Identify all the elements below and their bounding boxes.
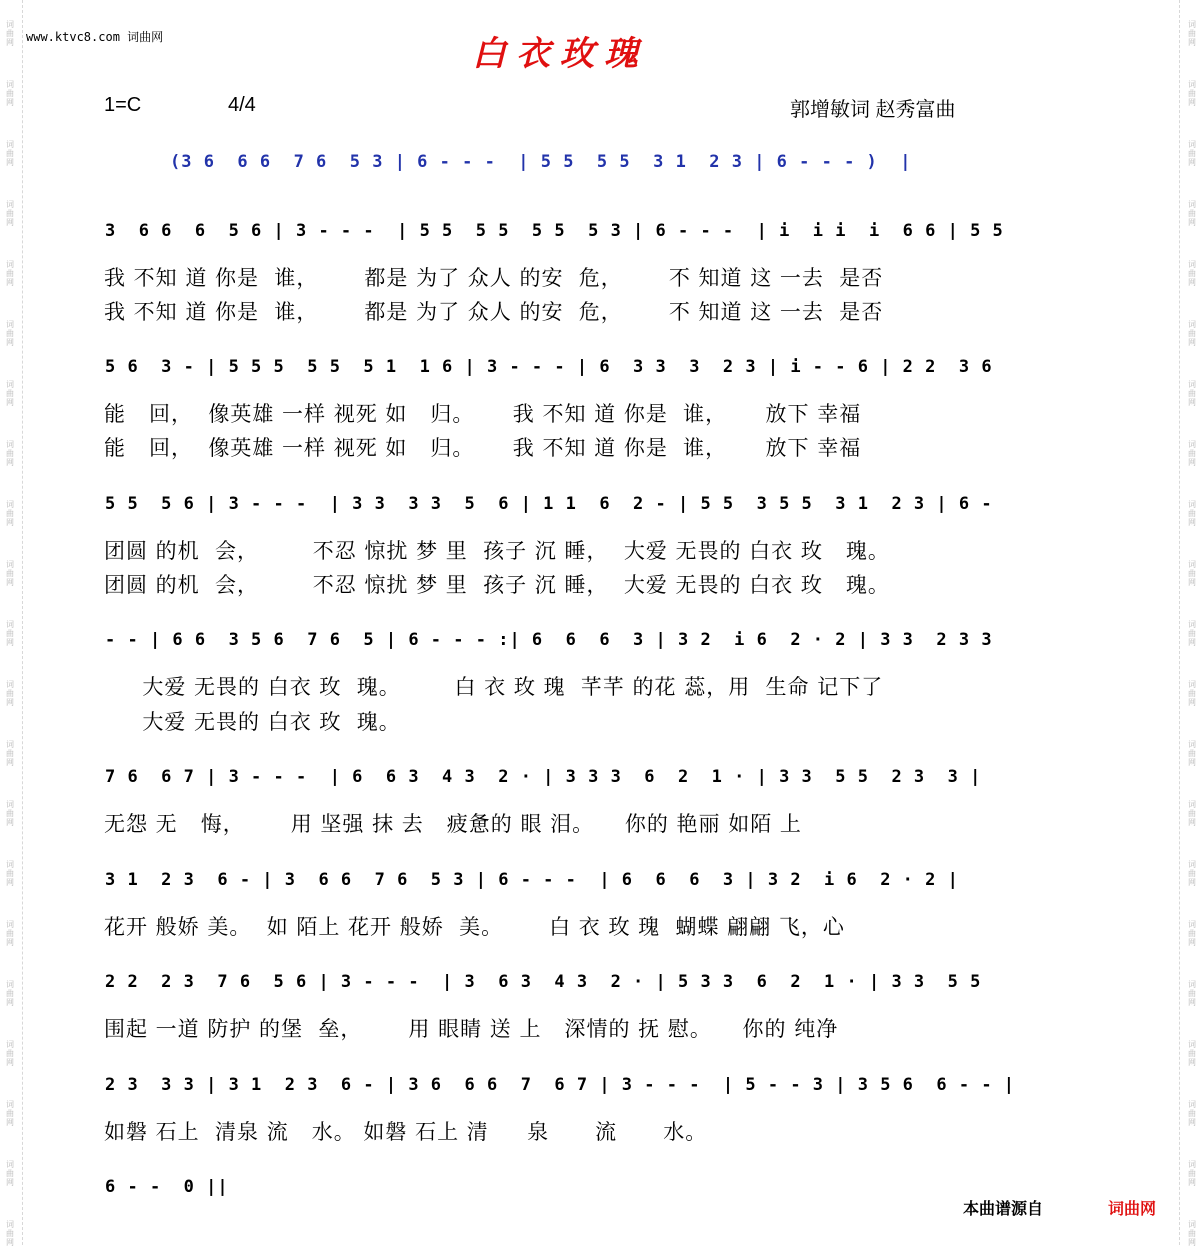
notes-line-8: 2 3 3 3 | 3 1 2 3 6 - | 3 6 6 6 7 6 7 | 3 - - - | 5 - - 3 | 3 5 6 6 - - |	[105, 1075, 1016, 1095]
watermark-mark: 词 曲 网	[1188, 1220, 1196, 1247]
watermark-mark: 词 曲 网	[1188, 1160, 1196, 1187]
watermark-mark: 词 曲 网	[6, 1100, 14, 1127]
watermark-mark: 词 曲 网	[6, 200, 14, 227]
lyric-line-7a: 围起 一道 防护 的堡 垒， 用 眼睛 送 上 深情的 抚 慰。 你的 纯净	[104, 1017, 839, 1041]
time-signature: 4/4	[228, 94, 256, 116]
notes-line-3: 5 5 5 6 | 3 - - - | 3 3 3 3 5 6 | 1 1 6 2 - | 5 5 3 5 5 3 1 2 3 | 6 -	[105, 494, 993, 514]
lyric-line-1b: 我 不知 道 你是 谁， 都是 为了 众人 的安 危， 不 知道 这 一去 是否	[104, 300, 884, 324]
watermark-mark: 词 曲 网	[6, 1160, 14, 1187]
watermark-mark: 词 曲 网	[6, 80, 14, 107]
lyric-line-8a: 如磐 石上 清泉 流 水。 如磐 石上 清 泉 流 水。	[104, 1120, 708, 1144]
left-watermark-strip	[0, 0, 23, 1245]
key-signature: 1=C	[104, 94, 142, 116]
watermark-mark: 词 曲 网	[1188, 500, 1196, 527]
notes-line-2: 5 6 3 - | 5 5 5 5 5 5 1 1 6 | 3 - - - | 6 3 3 3 2 3 | i - - 6 | 2 2 3 6	[105, 357, 993, 377]
brand-link[interactable]: 词曲网	[1108, 1201, 1157, 1218]
lyric-line-4a: 大爱 无畏的 白衣 玫 瑰。 白 衣 玫 瑰 芊芊 的花 蕊，用 生命 记下了	[104, 675, 884, 699]
watermark-mark: 词 曲 网	[1188, 560, 1196, 587]
lyric-line-5a: 无怨 无 悔， 用 坚强 抹 去 疲惫的 眼 泪。 你的 艳丽 如陌 上	[104, 812, 802, 836]
watermark-mark: 词 曲 网	[1188, 680, 1196, 707]
notes-line-9: 6 - - 0 ||	[105, 1177, 229, 1197]
watermark-mark: 词 曲 网	[6, 800, 14, 827]
watermark-mark: 词 曲 网	[6, 380, 14, 407]
watermark-mark: 词 曲 网	[6, 620, 14, 647]
watermark-mark: 词 曲 网	[6, 860, 14, 887]
watermark-mark: 词 曲 网	[1188, 1100, 1196, 1127]
site-url: www.ktvc8.com 词曲网	[26, 30, 164, 44]
notes-line-5: 7 6 6 7 | 3 - - - | 6 6 3 4 3 2 · | 3 3 3 6 2 1 · | 3 3 5 5 2 3 3 |	[105, 767, 982, 787]
lyric-line-4b: 大爱 无畏的 白衣 玫 瑰。	[104, 710, 401, 734]
lyric-line-2a: 能 回， 像英雄 一样 视死 如 归。 我 不知 道 你是 谁， 放下 幸福	[104, 402, 862, 426]
watermark-mark: 词 曲 网	[6, 920, 14, 947]
watermark-mark: 词 曲 网	[1188, 440, 1196, 467]
notes-line-7: 2 2 2 3 7 6 5 6 | 3 - - - | 3 6 3 4 3 2 · | 5 3 3 6 2 1 · | 3 3 5 5	[105, 972, 982, 992]
watermark-mark: 词 曲 网	[6, 20, 14, 47]
watermark-mark: 词 曲 网	[1188, 140, 1196, 167]
intro-notes: (3 6 6 6 7 6 5 3 | 6 - - - | 5 5 5 5 3 1 2 3 | 6 - - - ) |	[170, 152, 912, 172]
watermark-mark: 词 曲 网	[6, 680, 14, 707]
watermark-mark: 词 曲 网	[6, 740, 14, 767]
watermark-mark: 词 曲 网	[1188, 260, 1196, 287]
watermark-mark: 词 曲 网	[1188, 620, 1196, 647]
lyric-line-3a: 团圆 的机 会， 不忍 惊扰 梦 里 孩子 沉 睡， 大爱 无畏的 白衣 玫 瑰。	[104, 539, 890, 563]
notes-line-6: 3 1 2 3 6 - | 3 6 6 7 6 5 3 | 6 - - - | 6 6 6 3 | 3 2 i 6 2 · 2 |	[105, 870, 959, 890]
watermark-mark: 词 曲 网	[1188, 980, 1196, 1007]
watermark-mark: 词 曲 网	[1188, 740, 1196, 767]
watermark-mark: 词 曲 网	[6, 1040, 14, 1067]
lyric-line-6a: 花开 般娇 美。 如 陌上 花开 般娇 美。 白 衣 玫 瑰 蝴蝶 翩翩 飞，心	[104, 915, 845, 939]
song-title: 白衣玫瑰	[472, 34, 648, 74]
watermark-mark: 词 曲 网	[1188, 1040, 1196, 1067]
notes-line-4: - - | 6 6 3 5 6 7 6 5 | 6 - - - :| 6 6 6 3 | 3 2 i 6 2 · 2 | 3 3 2 3 3	[105, 630, 993, 650]
watermark-mark: 词 曲 网	[6, 320, 14, 347]
source-label: 本曲谱源自	[963, 1201, 1044, 1218]
right-watermark-strip	[1179, 0, 1202, 1245]
lyric-line-3b: 团圆 的机 会， 不忍 惊扰 梦 里 孩子 沉 睡， 大爱 无畏的 白衣 玫 瑰。	[104, 573, 890, 597]
watermark-mark: 词 曲 网	[1188, 320, 1196, 347]
watermark-mark: 词 曲 网	[6, 1220, 14, 1247]
watermark-mark: 词 曲 网	[6, 260, 14, 287]
song-credit: 郭增敏词 赵秀富曲	[790, 99, 956, 121]
watermark-mark: 词 曲 网	[6, 140, 14, 167]
watermark-mark: 词 曲 网	[6, 980, 14, 1007]
watermark-mark: 词 曲 网	[1188, 800, 1196, 827]
watermark-mark: 词 曲 网	[6, 500, 14, 527]
watermark-mark: 词 曲 网	[1188, 20, 1196, 47]
lyric-line-2b: 能 回， 像英雄 一样 视死 如 归。 我 不知 道 你是 谁， 放下 幸福	[104, 436, 862, 460]
watermark-mark: 词 曲 网	[1188, 200, 1196, 227]
watermark-mark: 词 曲 网	[1188, 380, 1196, 407]
watermark-mark: 词 曲 网	[1188, 920, 1196, 947]
watermark-mark: 词 曲 网	[6, 560, 14, 587]
lyric-line-1a: 我 不知 道 你是 谁， 都是 为了 众人 的安 危， 不 知道 这 一去 是否	[104, 266, 884, 290]
watermark-mark: 词 曲 网	[6, 440, 14, 467]
watermark-mark: 词 曲 网	[1188, 80, 1196, 107]
watermark-mark: 词 曲 网	[1188, 860, 1196, 887]
notes-line-1: 3 6 6 6 5 6 | 3 - - - | 5 5 5 5 5 5 5 3 | 6 - - - | i i i i 6 6 | 5 5	[105, 221, 1004, 241]
